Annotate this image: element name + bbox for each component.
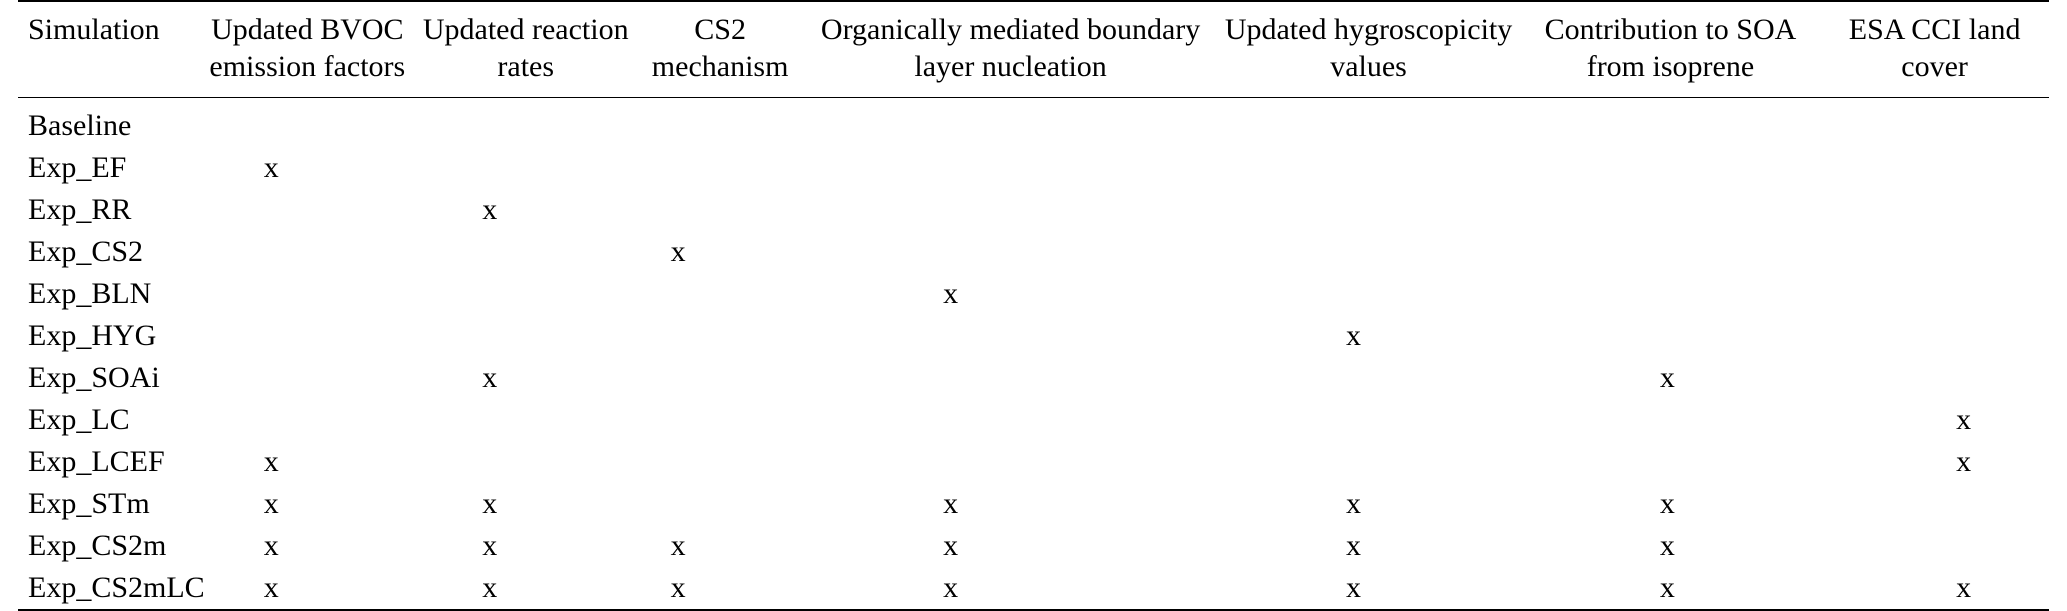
mark-glyph: x (482, 361, 498, 395)
mark-cell-lc (1820, 231, 2049, 273)
mark-cell-lc (1820, 483, 2049, 525)
mark-glyph: x (1346, 571, 1362, 605)
mark-glyph: x (670, 235, 686, 269)
mark-cell-rr (416, 483, 636, 525)
mark-cell-hyg (1216, 189, 1520, 231)
simulation-name-cell: Exp_BLN (28, 277, 152, 311)
mark-glyph: x (1346, 529, 1362, 563)
mark-cell-soai (1521, 441, 1821, 483)
mark-cell-lc (1820, 105, 2049, 147)
mark-cell-ef (199, 231, 416, 273)
mark-cell-ef (199, 567, 416, 609)
mark-cell-lc (1820, 273, 2049, 315)
mark-cell-cs2 (636, 189, 805, 231)
mark-cell-cs2 (636, 231, 805, 273)
table-row (18, 399, 2049, 441)
mark-glyph: x (1956, 403, 1972, 437)
simulation-name-cell: Exp_SOAi (28, 361, 160, 395)
column-header-hyg: Updated hygroscopicity values (1224, 13, 1513, 83)
mark-cell-bln (805, 567, 1217, 609)
mark-cell-hyg (1216, 357, 1520, 399)
mark-cell-soai (1521, 315, 1821, 357)
column-header-simulation: Simulation (28, 13, 160, 46)
mark-cell-lc (1820, 357, 2049, 399)
mark-cell-bln (805, 399, 1217, 441)
table-header (18, 1, 2049, 98)
mark-cell-hyg (1216, 567, 1520, 609)
mark-cell-lc (1820, 399, 2049, 441)
mark-cell-bln (805, 441, 1217, 483)
mark-cell-hyg (1216, 231, 1520, 273)
table-row (18, 273, 2049, 315)
column-header-ef: Updated BVOC emission factors (209, 13, 406, 83)
mark-cell-hyg (1216, 147, 1520, 189)
table-row (18, 315, 2049, 357)
mark-glyph: x (1659, 529, 1675, 563)
mark-glyph: x (263, 151, 279, 185)
mark-glyph: x (263, 445, 279, 479)
mark-cell-ef (199, 315, 416, 357)
mark-cell-soai (1521, 525, 1821, 567)
column-header-soai: Contribution to SOA from isoprene (1544, 13, 1797, 83)
mark-cell-rr (416, 105, 636, 147)
mark-cell-soai (1521, 273, 1821, 315)
mark-cell-ef (199, 357, 416, 399)
mark-cell-cs2 (636, 441, 805, 483)
mark-glyph: x (670, 529, 686, 563)
mark-glyph: x (1659, 361, 1675, 395)
simulation-name-cell: Exp_STm (28, 487, 150, 521)
mark-cell-hyg (1216, 315, 1520, 357)
mark-cell-rr (416, 399, 636, 441)
column-header-lc: ESA CCI land cover (1848, 13, 2021, 83)
mark-cell-bln (805, 105, 1217, 147)
mark-cell-cs2 (636, 315, 805, 357)
mark-glyph: x (263, 529, 279, 563)
mark-glyph: x (1346, 487, 1362, 521)
mark-cell-lc (1820, 315, 2049, 357)
table-row (18, 525, 2049, 567)
mark-cell-bln (805, 273, 1217, 315)
table-row (18, 567, 2049, 609)
mark-cell-lc (1820, 525, 2049, 567)
mark-cell-cs2 (636, 105, 805, 147)
mark-cell-ef (199, 525, 416, 567)
mark-cell-soai (1521, 567, 1821, 609)
mark-cell-cs2 (636, 399, 805, 441)
mark-glyph: x (670, 571, 686, 605)
table-row (18, 231, 2049, 273)
simulation-name-cell: Exp_CS2 (28, 235, 144, 269)
mark-cell-bln (805, 315, 1217, 357)
simulation-name-cell: Exp_HYG (28, 319, 157, 353)
spacer-cell (18, 98, 2049, 106)
mark-glyph: x (1659, 487, 1675, 521)
mark-cell-bln (805, 483, 1217, 525)
mark-cell-bln (805, 525, 1217, 567)
mark-cell-ef (199, 189, 416, 231)
mark-cell-lc (1820, 189, 2049, 231)
mark-cell-lc (1820, 441, 2049, 483)
mark-glyph: x (263, 571, 279, 605)
mark-cell-ef (199, 441, 416, 483)
mark-cell-soai (1521, 357, 1821, 399)
simulation-name-cell: Exp_LCEF (28, 445, 165, 479)
mark-glyph: x (943, 487, 959, 521)
table-row (18, 105, 2049, 147)
mark-glyph: x (482, 529, 498, 563)
mark-cell-soai (1521, 231, 1821, 273)
header-spacer-row (18, 98, 2049, 106)
mark-cell-hyg (1216, 273, 1520, 315)
mark-cell-soai (1521, 189, 1821, 231)
mark-cell-lc (1820, 147, 2049, 189)
simulation-name-cell: Exp_CS2mLC (28, 571, 205, 605)
mark-cell-soai (1521, 399, 1821, 441)
mark-cell-ef (199, 105, 416, 147)
simulation-name-cell: Exp_LC (28, 403, 130, 437)
mark-glyph: x (482, 193, 498, 227)
mark-glyph: x (1956, 571, 1972, 605)
mark-cell-rr (416, 315, 636, 357)
mark-cell-bln (805, 147, 1217, 189)
mark-glyph: x (1346, 319, 1362, 353)
column-header-cs2: CS2 mechanism (651, 13, 789, 83)
simulation-name-cell: Exp_EF (28, 151, 127, 185)
table-row (18, 441, 2049, 483)
mark-cell-hyg (1216, 483, 1520, 525)
mark-cell-ef (199, 399, 416, 441)
mark-cell-ef (199, 483, 416, 525)
mark-cell-rr (416, 441, 636, 483)
simulation-name-cell: Baseline (28, 109, 132, 143)
mark-cell-cs2 (636, 147, 805, 189)
mark-cell-bln (805, 357, 1217, 399)
table-body (18, 98, 2049, 610)
mark-cell-ef (199, 273, 416, 315)
mark-cell-hyg (1216, 441, 1520, 483)
mark-cell-hyg (1216, 105, 1520, 147)
mark-glyph: x (263, 487, 279, 521)
mark-glyph: x (943, 529, 959, 563)
mark-glyph: x (1659, 571, 1675, 605)
mark-cell-rr (416, 189, 636, 231)
mark-glyph: x (1956, 445, 1972, 479)
mark-cell-rr (416, 147, 636, 189)
mark-cell-lc (1820, 567, 2049, 609)
table-row (18, 357, 2049, 399)
mark-glyph: x (482, 571, 498, 605)
mark-cell-rr (416, 273, 636, 315)
simulation-name-cell: Exp_CS2m (28, 529, 167, 563)
mark-cell-hyg (1216, 525, 1520, 567)
column-header-bln: Organically mediated boundary layer nucleation (820, 13, 1201, 83)
table-row (18, 189, 2049, 231)
mark-cell-cs2 (636, 357, 805, 399)
table-row (18, 483, 2049, 525)
mark-cell-rr (416, 357, 636, 399)
simulation-experiment-table (18, 0, 2049, 609)
mark-cell-ef (199, 147, 416, 189)
mark-cell-soai (1521, 483, 1821, 525)
table-row (18, 147, 2049, 189)
mark-cell-bln (805, 189, 1217, 231)
mark-cell-soai (1521, 105, 1821, 147)
mark-glyph: x (943, 277, 959, 311)
mark-cell-hyg (1216, 399, 1520, 441)
mark-glyph: x (943, 571, 959, 605)
column-header-rr: Updated reaction rates (422, 13, 629, 83)
simulation-name-cell: Exp_RR (28, 193, 132, 227)
mark-cell-bln (805, 231, 1217, 273)
mark-glyph: x (482, 487, 498, 521)
mark-cell-soai (1521, 147, 1821, 189)
table-header-row (18, 1, 2049, 98)
